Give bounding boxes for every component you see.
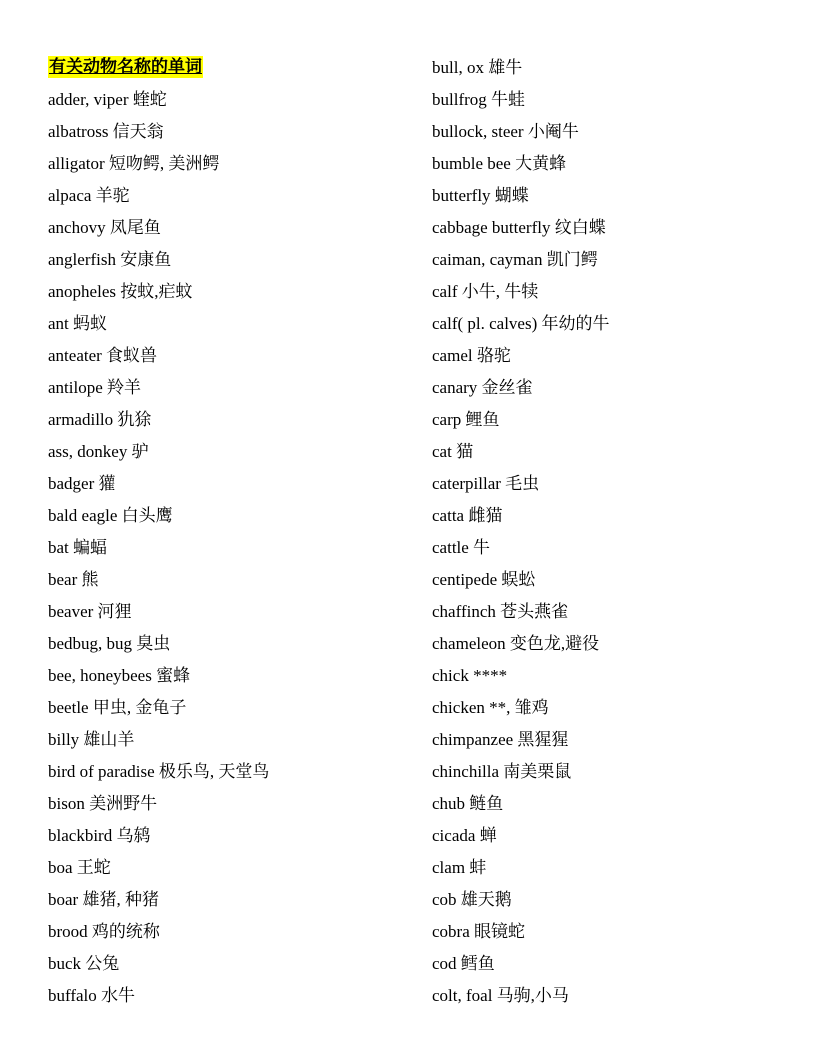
vocabulary-entry: buffalo 水牛: [48, 986, 136, 1005]
vocabulary-entry: clam 蚌: [432, 858, 487, 877]
heading-line: [48, 52, 418, 84]
vocabulary-entry: chick ****: [432, 666, 508, 685]
vocabulary-entry: albatross 信天翁: [48, 122, 164, 141]
right-column: [432, 52, 802, 1012]
vocabulary-entry: cattle 牛: [432, 538, 491, 557]
vocabulary-entry: cabbage butterfly 纹白蝶: [432, 218, 606, 237]
vocabulary-entry: alpaca 羊驼: [48, 186, 130, 205]
vocabulary-entry: chaffinch 苍头燕雀: [432, 602, 569, 621]
left-column: [48, 52, 418, 1012]
vocabulary-entry: bullock, steer 小阉牛: [432, 122, 579, 141]
vocabulary-entry: beetle 甲虫, 金龟子: [48, 698, 187, 717]
vocabulary-entry: camel 骆驼: [432, 346, 511, 365]
vocabulary-entry: bison 美洲野牛: [48, 794, 158, 813]
vocabulary-entry: cod 鳕鱼: [432, 954, 495, 973]
vocabulary-entry: bald eagle 白头鹰: [48, 506, 173, 525]
vocabulary-entry: buck 公兔: [48, 954, 120, 973]
vocabulary-entry: caterpillar 毛虫: [432, 474, 540, 493]
vocabulary-entry: catta 雌猫: [432, 506, 503, 525]
vocabulary-entry: boa 王蛇: [48, 858, 111, 877]
vocabulary-entry: canary 金丝雀: [432, 378, 533, 397]
vocabulary-entry: bat 蝙蝠: [48, 538, 108, 557]
vocabulary-entry: cobra 眼镜蛇: [432, 922, 526, 941]
vocabulary-entry: ass, donkey 驴: [48, 442, 149, 461]
vocabulary-entry: carp 鲤鱼: [432, 410, 500, 429]
vocabulary-entry: calf 小牛, 牛犊: [432, 282, 539, 301]
page-heading: 有关动物名称的单词: [49, 57, 202, 76]
vocabulary-entry: centipede 蜈蚣: [432, 570, 536, 589]
vocabulary-entry: chicken **, 雏鸡: [432, 698, 549, 717]
vocabulary-entry: bear 熊: [48, 570, 99, 589]
vocabulary-entry: brood 鸡的统称: [48, 922, 160, 941]
vocabulary-entry: caiman, cayman 凯门鳄: [432, 250, 598, 269]
vocabulary-entry: cat 猫: [432, 442, 474, 461]
vocabulary-entry: badger 獾: [48, 474, 116, 493]
vocabulary-entry: colt, foal 马驹,小马: [432, 986, 569, 1005]
vocabulary-entry: anglerfish 安康鱼: [48, 250, 172, 269]
vocabulary-entry: alligator 短吻鳄, 美洲鳄: [48, 154, 220, 173]
vocabulary-entry: cicada 蝉: [432, 826, 497, 845]
vocabulary-entry: cob 雄天鹅: [432, 890, 512, 909]
vocabulary-entry: anteater 食蚁兽: [48, 346, 158, 365]
vocabulary-entry: blackbird 乌鸫: [48, 826, 151, 845]
vocabulary-entry: bedbug, bug 臭虫: [48, 634, 171, 653]
vocabulary-entry: chameleon 变色龙,避役: [432, 634, 600, 653]
vocabulary-entry: bird of paradise 极乐鸟, 天堂鸟: [48, 762, 270, 781]
vocabulary-entry: bull, ox 雄牛: [432, 58, 523, 77]
vocabulary-entry: anchovy 凤尾鱼: [48, 218, 161, 237]
vocabulary-entry: beaver 河狸: [48, 602, 132, 621]
vocabulary-entry: calf( pl. calves) 年幼的牛: [432, 314, 610, 333]
vocabulary-entry: chinchilla 南美栗鼠: [432, 762, 572, 781]
vocabulary-entry: billy 雄山羊: [48, 730, 135, 749]
vocabulary-entry: ant 蚂蚁: [48, 314, 108, 333]
vocabulary-entry: antilope 羚羊: [48, 378, 142, 397]
vocabulary-entry: chimpanzee 黑猩猩: [432, 730, 569, 749]
vocabulary-entry: chub 鲢鱼: [432, 794, 504, 813]
vocabulary-entry: armadillo 犰狳: [48, 410, 152, 429]
vocabulary-entry: bumble bee 大黄蜂: [432, 154, 567, 173]
vocabulary-entry: bee, honeybees 蜜蜂: [48, 666, 191, 685]
vocabulary-entry: anopheles 按蚊,疟蚊: [48, 282, 193, 301]
vocabulary-entry: boar 雄猪, 种猪: [48, 890, 159, 909]
vocabulary-entry: butterfly 蝴蝶: [432, 186, 529, 205]
vocabulary-entry: bullfrog 牛蛙: [432, 90, 526, 109]
vocabulary-entry: adder, viper 蝰蛇: [48, 90, 167, 109]
